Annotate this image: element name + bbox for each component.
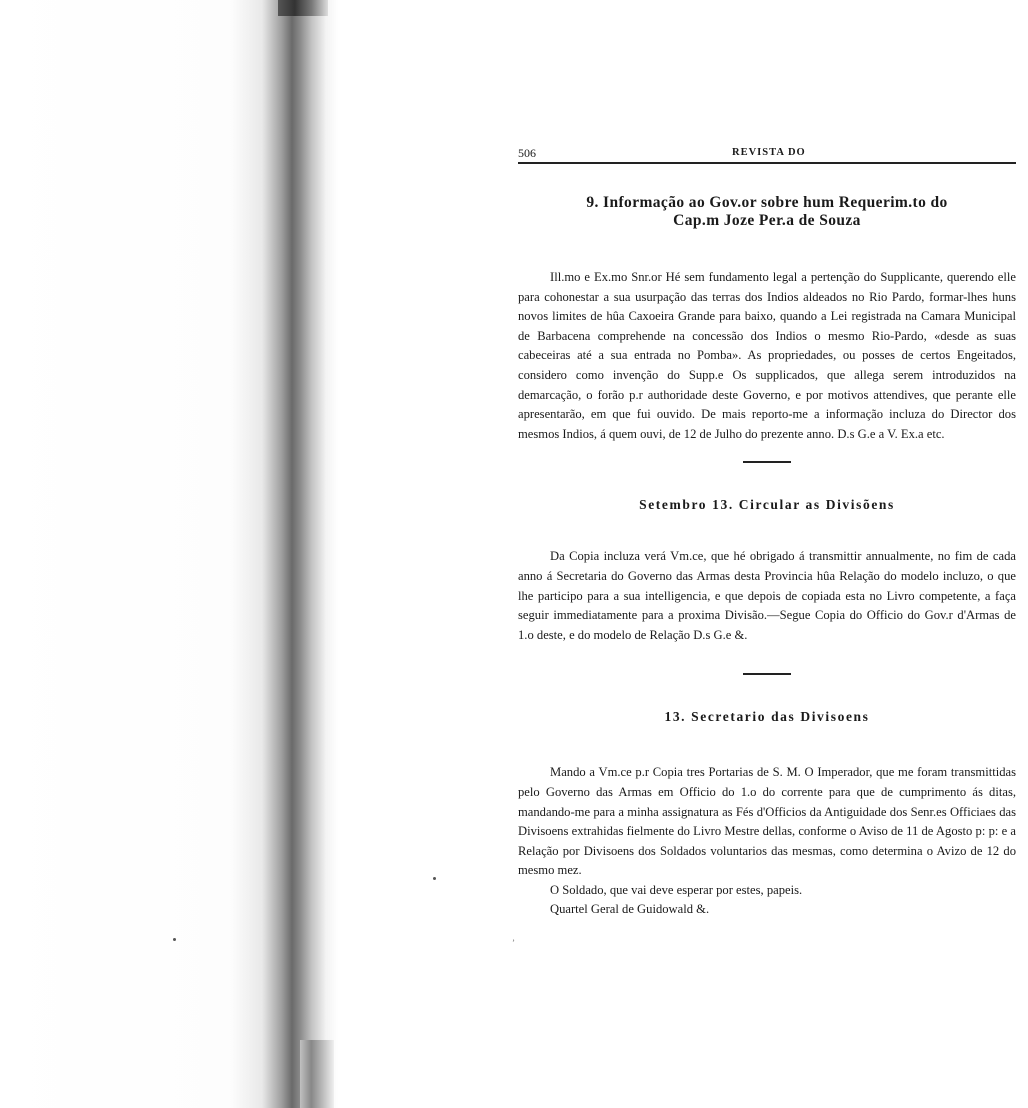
scan-mark: ʼ [512, 938, 515, 948]
section-title-line: Cap.m Joze Per.a de Souza [673, 212, 861, 229]
gutter-bottom-shadow [300, 1040, 334, 1108]
paragraph: Mando a Vm.ce p.r Copia tres Portarias de S. M. O Imperador, que me foram transmittidas pelo Governo das Armas em Officio do 1.o do corrente para que de cumprimento ás ditas, mandando-me para a minha assignatura as Fés d'Officios da Antiguidade dos Senr.es Officiaes das Divisoens extrahidas fielmente do Livro Mestre dellas, conforme o Aviso de 11 de Agosto p: p: e a Relação por Divisoens dos Soldados voluntarios das mesmas, como determina o Avizo de 12 do mesmo mez. [518, 765, 1016, 878]
paragraph: Da Copia incluza verá Vm.ce, que hé obrigado á transmittir annualmente, no fim de cada anno á Secretaria do Governo das Armas desta Provincia hûa Relação do modelo incluzo, o que lhe participo para a sua intelligencia, e que depois de copiada esta no Livro competente, a faça seguir immediatamente para a proxima Divisão.—Segue Copia do Officio do Gov.r d'Armas de 1.o deste, e do modelo de Relação D.s G.e &. [518, 549, 1016, 642]
paragraph: Ill.mo e Ex.mo Snr.or Hé sem fundamento legal a pertenção do Supplicante, querendo elle para cohonestar a sua usurpação das terras dos Indios aldeados no Rio Pardo, formar-lhes huns novos limites de hûa Caxoeira Grande para baixo, quando a Lei registrada na Camara Municipal de Barbacena comprehende na concessão dos Indios o mesmo Rio-Pardo, «desde as suas cabeceiras até a sua entrada no Pomba». As propriedades, ou posses de certos Engeitados, considero como invenção do Supp.e Os supplicados, que allega serem introduzidos na demarcação, o forão p.r authoridade deste Governo, e por motivos attendives, que perante elle apresentarão, em que fui ouvido. De mais reporto-me a informação incluza do Director dos mesmos Indios, á quem ouvi, de 12 de Julho do prezente anno. D.s G.e a V. Ex.a etc. [518, 270, 1016, 441]
paragraph-line: Quartel Geral de Guidowald &. [550, 902, 710, 917]
running-head: REVISTA DO [732, 147, 806, 158]
page-header [518, 140, 1016, 162]
header-rule [518, 162, 1016, 164]
section-divider [743, 673, 791, 675]
paragraph-line: O Soldado, que vai deve esperar por estes, papeis. [550, 882, 803, 897]
gutter-top-shadow [278, 0, 328, 16]
book-page [518, 140, 1016, 920]
section-title [518, 194, 1016, 230]
book-gutter-shadow [0, 0, 340, 1108]
scan-speck [433, 877, 436, 880]
section-title: Setembro 13. Circular as Divisõens [639, 497, 895, 513]
scan-speck [173, 938, 176, 941]
section-title-line: 9. Informação ao Gov.or sobre hum Requerim.to do [586, 194, 948, 211]
section-divider [743, 461, 791, 463]
section-title: 13. Secretario das Divisoens [664, 709, 870, 725]
page-number: 506 [518, 146, 536, 160]
